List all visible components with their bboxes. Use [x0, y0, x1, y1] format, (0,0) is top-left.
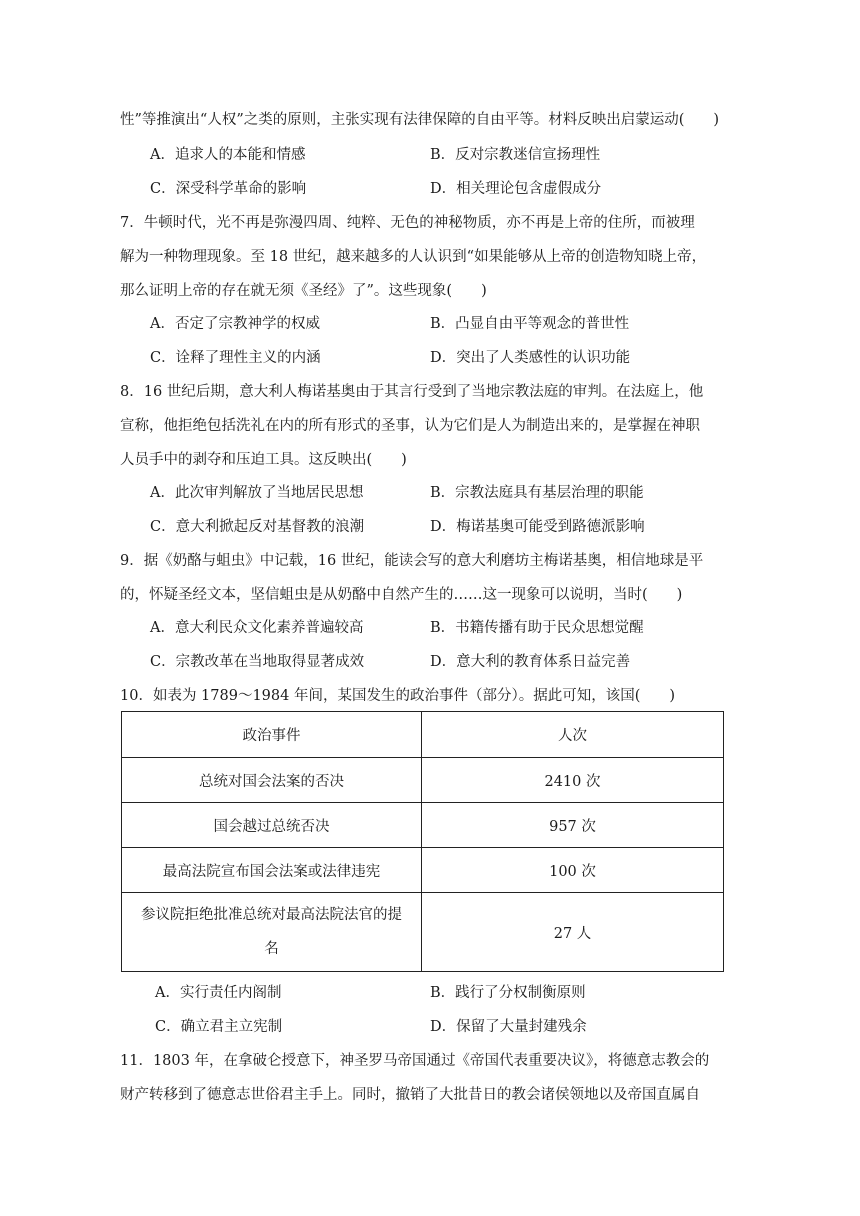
question-9-line-2: 的，怀疑圣经文本，坚信蛆虫是从奶酪中自然产生的……这一现象可以说明，当时( ) — [120, 587, 683, 603]
question-8-line-1: 8．16 世纪后期，意大利人梅诺基奥由于其言行受到了当地宗教法庭的审判。在法庭上，他 — [120, 384, 704, 400]
q8-option-c[interactable]: C．意大利掀起反对基督教的浪潮 — [150, 519, 365, 535]
q6-option-b[interactable]: B．反对宗教迷信宣扬理性 — [430, 147, 601, 163]
table-header-count: 人次 — [422, 712, 724, 758]
question-10-stem: 10．如表为 1789～1984 年间，某国发生的政治事件（部分）。据此可知，该国( ) — [120, 688, 676, 704]
question-7-line-3: 那么证明上帝的存在就无须《圣经》了”。这些现象( ) — [120, 283, 487, 299]
table-cell-event — [122, 893, 422, 972]
q9-option-a[interactable]: A．意大利民众文化素养普遍较高 — [150, 620, 364, 636]
q7-option-c[interactable]: C．诠释了理性主义的内涵 — [150, 350, 321, 366]
q9-option-c[interactable]: C．宗教改革在当地取得显著成效 — [150, 654, 365, 670]
table-header-event: 政治事件 — [122, 712, 422, 758]
question-11-line-1: 11．1803 年，在拿破仑授意下，神圣罗马帝国通过《帝国代表重要决议》，将德意志教会的 — [120, 1053, 710, 1069]
q8-option-b[interactable]: B．宗教法庭具有基层治理的职能 — [430, 485, 644, 501]
table-cell-event-line-1: 参议院拒绝批准总统对最高法院法官的提 — [141, 907, 402, 923]
table-cell-count: 27 人 — [422, 893, 724, 972]
q10-option-b[interactable]: B．践行了分权制衡原则 — [430, 985, 586, 1001]
q8-option-d[interactable]: D．梅诺基奥可能受到路德派影响 — [430, 519, 645, 535]
table-cell-event: 最高法院宣布国会法案或法律违宪 — [122, 848, 422, 893]
table-cell-event: 国会越过总统否决 — [122, 803, 422, 848]
question-6-stem-tail: 性”等推演出“人权”之类的原则，主张实现有法律保障的自由平等。材料反映出启蒙运动( ) — [120, 112, 720, 128]
q7-option-d[interactable]: D．突出了人类感性的认识功能 — [430, 350, 631, 366]
table-row — [122, 803, 724, 848]
question-8-line-3: 人员手中的剥夺和压迫工具。这反映出( ) — [120, 452, 407, 468]
q10-option-d[interactable]: D．保留了大量封建残余 — [430, 1019, 587, 1035]
question-8-line-2: 宣称，他拒绝包括洗礼在内的所有形式的圣事，认为它们是人为制造出来的，是掌握在神职 — [120, 418, 700, 434]
q9-option-b[interactable]: B．书籍传播有助于民众思想觉醒 — [430, 620, 644, 636]
q10-option-a[interactable]: A．实行责任内阁制 — [155, 985, 282, 1001]
question-9-line-1: 9．据《奶酪与蛆虫》中记载，16 世纪，能读会写的意大利磨坊主梅诺基奥，相信地球是平 — [120, 553, 704, 569]
table-cell-event: 总统对国会法案的否决 — [122, 758, 422, 803]
q7-option-b[interactable]: B．凸显自由平等观念的普世性 — [430, 316, 630, 332]
question-7-line-2: 解为一种物理现象。至 18 世纪，越来越多的人认识到“如果能够从上帝的创造物知晓上帝， — [120, 249, 707, 265]
table-row — [122, 848, 724, 893]
political-events-table — [121, 711, 724, 972]
q6-option-c[interactable]: C．深受科学革命的影响 — [150, 181, 307, 197]
q7-option-a[interactable]: A．否定了宗教神学的权威 — [150, 316, 320, 332]
table-row — [122, 758, 724, 803]
table-cell-count: 100 次 — [422, 848, 724, 893]
table-header-row — [122, 712, 724, 758]
q10-option-c[interactable]: C．确立君主立宪制 — [155, 1019, 283, 1035]
table-cell-event-line-2: 名 — [264, 941, 279, 957]
question-7-line-1: 7．牛顿时代，光不再是弥漫四周、纯粹、无色的神秘物质，亦不再是上帝的住所，而被理 — [120, 215, 695, 231]
q6-option-d[interactable]: D．相关理论包含虚假成分 — [430, 181, 602, 197]
q6-option-a[interactable]: A．追求人的本能和情感 — [150, 147, 306, 163]
table-cell-count: 2410 次 — [422, 758, 724, 803]
q8-option-a[interactable]: A．此次审判解放了当地居民思想 — [150, 485, 364, 501]
table-row — [122, 893, 724, 972]
table-cell-count: 957 次 — [422, 803, 724, 848]
question-11-line-2: 财产转移到了德意志世俗君主手上。同时，撤销了大批昔日的教会诸侯领地以及帝国直属自 — [120, 1087, 700, 1103]
q9-option-d[interactable]: D．意大利的教育体系日益完善 — [430, 654, 631, 670]
